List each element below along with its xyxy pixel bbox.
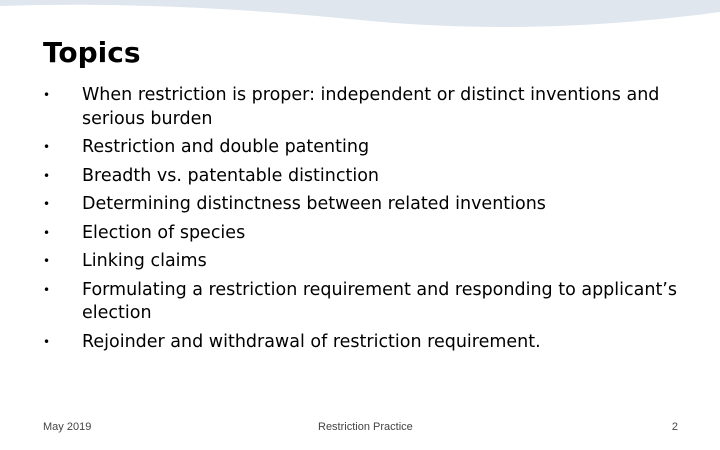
- topic-item: [0, 222, 720, 246]
- topic-list: [0, 84, 720, 359]
- topic-item: [0, 165, 720, 189]
- topic-text: Restriction and double patenting: [82, 137, 370, 157]
- topic-text: Rejoinder and withdrawal of restriction requirement.: [82, 331, 541, 352]
- topic-text: Breadth vs. patentable distinction: [82, 165, 380, 186]
- topic-text: Formulating a restriction requirement and responding to applicant’s election: [82, 279, 677, 323]
- bullet-icon: •: [43, 88, 51, 102]
- footer-date: May 2019: [43, 421, 92, 433]
- bullet-icon: •: [43, 197, 51, 211]
- bullet-icon: •: [43, 334, 51, 349]
- topic-item: [0, 136, 720, 160]
- topic-item: [0, 250, 720, 274]
- topic-item: [0, 331, 720, 355]
- header-wave-decoration: [0, 0, 720, 34]
- topic-item: [0, 84, 720, 131]
- topic-text: Determining distinctness between related inventions: [82, 194, 546, 214]
- topic-item: [0, 279, 720, 326]
- bullet-icon: •: [43, 140, 51, 154]
- topic-item: [0, 193, 720, 217]
- bullet-icon: •: [43, 282, 51, 297]
- footer-title: Restriction Practice: [318, 421, 413, 433]
- topic-text: Linking claims: [82, 251, 207, 271]
- slide-title: Topics: [43, 36, 141, 69]
- bullet-icon: •: [43, 225, 51, 240]
- topic-text: Election of species: [82, 222, 246, 243]
- bullet-icon: •: [43, 254, 51, 268]
- page-number: 2: [671, 421, 678, 433]
- bullet-icon: •: [43, 168, 51, 183]
- topic-text: When restriction is proper: independent or distinct inventions and serious burden: [82, 85, 660, 129]
